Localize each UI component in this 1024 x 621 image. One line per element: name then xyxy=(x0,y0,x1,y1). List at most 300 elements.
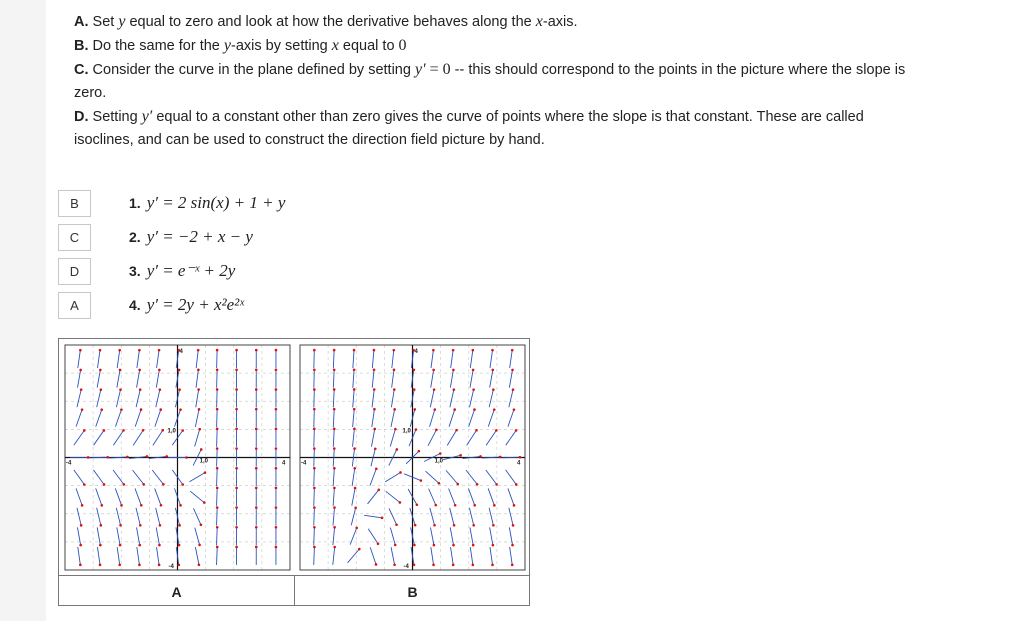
direction-segment xyxy=(113,470,124,484)
direction-segment xyxy=(352,468,355,486)
direction-tip xyxy=(216,506,219,509)
direction-tip xyxy=(373,388,376,391)
direction-segment xyxy=(353,409,355,427)
direction-segment xyxy=(470,370,473,388)
direction-tip xyxy=(452,369,455,372)
direction-tip xyxy=(333,368,336,371)
direction-tip xyxy=(275,447,278,450)
direction-segment xyxy=(133,470,144,484)
direction-segment xyxy=(469,410,475,427)
direction-segment xyxy=(490,527,493,545)
hint-letter: B. xyxy=(74,38,89,54)
direction-tip xyxy=(511,544,514,547)
axis-tick-label: 1,0 xyxy=(434,458,443,465)
direction-segment xyxy=(490,350,493,368)
plot-label-row xyxy=(59,575,529,606)
direction-tip xyxy=(216,349,219,352)
hint-fragment: equal to a constant other than zero gives the curve of points where the slope is that constant. These are called xyxy=(152,109,864,125)
direction-tip xyxy=(87,456,90,459)
direction-tip xyxy=(255,388,258,391)
direction-tip xyxy=(472,388,475,391)
direction-segment xyxy=(429,489,436,506)
direction-tip xyxy=(495,429,498,432)
direction-tip xyxy=(353,408,356,411)
direction-tip xyxy=(203,501,206,504)
direction-tip xyxy=(159,524,162,527)
hint-fragment: Setting xyxy=(88,109,142,125)
direction-tip xyxy=(432,369,435,372)
hint-fragment: -axis. xyxy=(542,14,578,30)
hint-line-5 xyxy=(74,105,1019,129)
direction-segment xyxy=(506,430,516,445)
hint-fragment: 0 xyxy=(398,37,407,54)
direction-tip xyxy=(313,467,316,470)
direction-segment xyxy=(217,409,218,427)
direction-tip xyxy=(333,428,336,431)
direction-segment xyxy=(431,370,434,388)
direction-segment xyxy=(217,468,218,486)
direction-segment xyxy=(314,449,315,467)
direction-tip xyxy=(120,408,123,411)
direction-tip xyxy=(355,527,358,530)
direction-tip xyxy=(235,428,238,431)
direction-tip xyxy=(515,429,518,432)
direction-segment xyxy=(217,527,218,545)
direction-tip xyxy=(472,349,475,352)
direction-segment xyxy=(489,508,493,525)
direction-segment xyxy=(77,370,80,388)
direction-tip xyxy=(158,349,161,352)
direction-segment xyxy=(116,508,120,525)
hint-fragment: y′ xyxy=(414,61,426,78)
direction-segment xyxy=(486,430,496,445)
hint-fragment: y′ xyxy=(141,108,153,125)
direction-tip xyxy=(79,349,82,352)
direction-tip xyxy=(275,349,278,352)
direction-tip xyxy=(519,456,522,459)
direction-segment xyxy=(450,370,453,388)
direction-tip xyxy=(492,524,495,527)
direction-segment xyxy=(217,508,218,526)
direction-tip xyxy=(119,388,122,391)
direction-segment xyxy=(137,350,140,368)
direction-segment xyxy=(372,429,375,447)
direction-segment xyxy=(155,488,161,505)
direction-tip xyxy=(138,349,141,352)
direction-segment xyxy=(156,390,160,408)
direction-tip xyxy=(79,369,82,372)
direction-tip xyxy=(394,544,397,547)
direction-segment xyxy=(193,508,200,524)
direction-tip xyxy=(375,467,378,470)
direction-tip xyxy=(200,523,203,526)
axis-tick-label: -4 xyxy=(66,460,72,467)
direction-tip xyxy=(235,368,238,371)
direction-tip xyxy=(255,526,258,529)
direction-tip xyxy=(433,524,436,527)
direction-tip xyxy=(197,349,200,352)
direction-tip xyxy=(99,544,102,547)
axis-tick-label: -4 xyxy=(403,564,409,570)
direction-tip xyxy=(313,428,316,431)
direction-tip xyxy=(216,388,219,391)
hint-fragment: = 0 xyxy=(425,61,451,78)
direction-tip xyxy=(454,504,457,507)
direction-tip xyxy=(475,429,478,432)
hint-letter: D. xyxy=(74,109,89,125)
direction-segment xyxy=(77,527,80,545)
direction-segment xyxy=(470,350,473,368)
direction-segment xyxy=(391,409,395,427)
direction-tip xyxy=(255,447,258,450)
direction-segment xyxy=(190,491,204,502)
direction-segment xyxy=(451,547,454,565)
direction-tip xyxy=(432,564,435,567)
direction-tip xyxy=(459,454,462,457)
direction-tip xyxy=(313,487,316,490)
direction-segment xyxy=(509,508,513,526)
direction-tip xyxy=(100,408,103,411)
direction-tip xyxy=(146,455,149,458)
direction-tip xyxy=(235,506,238,509)
hint-fragment: isoclines, and can be used to construct the direction field picture by hand. xyxy=(74,132,545,148)
axis-tick-label: -4 xyxy=(168,564,174,570)
direction-tip xyxy=(313,349,316,352)
direction-segment xyxy=(490,547,493,565)
direction-segment xyxy=(364,515,382,518)
direction-tip xyxy=(472,524,475,527)
direction-tip xyxy=(373,349,376,352)
direction-segment xyxy=(353,389,354,407)
direction-segment xyxy=(217,449,218,467)
direction-tip xyxy=(313,546,316,549)
direction-field-table xyxy=(58,338,530,606)
direction-segment xyxy=(314,488,315,506)
direction-segment xyxy=(431,350,433,368)
direction-segment xyxy=(372,370,374,388)
direction-tip xyxy=(499,456,502,459)
direction-segment xyxy=(430,390,434,408)
hint-line-2 xyxy=(74,34,1019,58)
direction-tip xyxy=(413,564,416,567)
direction-segment xyxy=(430,527,433,545)
direction-segment xyxy=(370,469,376,486)
direction-segment xyxy=(133,430,143,445)
direction-tip xyxy=(178,524,181,527)
direction-tip xyxy=(393,369,396,372)
direction-tip xyxy=(140,504,143,507)
direction-segment xyxy=(115,410,121,427)
direction-tip xyxy=(79,544,82,547)
direction-segment xyxy=(447,430,456,445)
direction-tip xyxy=(275,526,278,529)
direction-tip xyxy=(393,563,396,566)
direction-tip xyxy=(216,447,219,450)
direction-segment xyxy=(510,547,513,565)
direction-segment xyxy=(94,430,104,445)
direction-segment xyxy=(196,390,199,408)
direction-segment xyxy=(333,527,335,545)
direction-segment xyxy=(137,370,140,388)
direction-segment xyxy=(431,547,434,565)
direction-segment xyxy=(391,390,394,408)
direction-segment xyxy=(392,350,394,368)
direction-tip xyxy=(81,408,84,411)
direction-segment xyxy=(195,409,199,427)
direction-tip xyxy=(393,388,396,391)
direction-tip xyxy=(255,487,258,490)
direction-segment xyxy=(470,547,473,565)
direction-tip xyxy=(198,408,201,411)
direction-tip xyxy=(177,564,180,567)
direction-segment xyxy=(136,508,140,525)
direction-segment xyxy=(352,488,355,506)
direction-tip xyxy=(216,408,219,411)
direction-segment xyxy=(116,390,120,408)
direction-tip xyxy=(235,467,238,470)
direction-tip xyxy=(216,487,219,490)
direction-field-plot-b xyxy=(296,341,529,574)
direction-segment xyxy=(389,508,396,524)
hint-line-4 xyxy=(74,82,1019,105)
hint-fragment: -axis by setting xyxy=(231,38,332,54)
direction-tip xyxy=(434,504,437,507)
direction-segment xyxy=(353,350,354,368)
direction-tip xyxy=(433,544,436,547)
direction-tip xyxy=(119,369,122,372)
direction-segment xyxy=(78,350,81,368)
axis-tick-label: 1,0 xyxy=(402,428,411,435)
direction-tip xyxy=(119,524,122,527)
direction-tip xyxy=(255,506,258,509)
direction-segment xyxy=(156,508,160,525)
direction-segment xyxy=(97,527,100,545)
direction-tip xyxy=(476,483,479,486)
direction-tip xyxy=(354,507,357,510)
direction-tip xyxy=(393,408,396,411)
direction-tip xyxy=(138,369,141,372)
direction-tip xyxy=(100,524,103,527)
direction-segment xyxy=(426,471,439,483)
direction-segment xyxy=(450,508,454,525)
direction-segment xyxy=(96,410,102,427)
direction-tip xyxy=(381,517,384,520)
direction-segment xyxy=(152,470,163,484)
direction-tip xyxy=(333,467,336,470)
direction-tip xyxy=(432,349,435,352)
direction-segment xyxy=(195,429,200,446)
direction-segment xyxy=(76,488,82,505)
answer-select-4[interactable]: A xyxy=(58,292,91,319)
direction-tip xyxy=(275,408,278,411)
direction-tip xyxy=(275,487,278,490)
direction-segment xyxy=(470,390,474,408)
direction-segment xyxy=(333,370,334,388)
direction-segment xyxy=(333,429,334,447)
direction-segment xyxy=(508,410,514,427)
direction-segment xyxy=(470,527,473,545)
direction-tip xyxy=(204,471,207,474)
direction-tip xyxy=(179,408,182,411)
direction-segment xyxy=(195,528,200,545)
direction-tip xyxy=(313,506,316,509)
answer-select-1[interactable]: B xyxy=(58,190,91,217)
direction-tip xyxy=(512,524,515,527)
direction-tip xyxy=(198,428,201,431)
direction-tip xyxy=(452,349,455,352)
plot-label-a: A xyxy=(171,584,182,600)
direction-tip xyxy=(158,564,161,567)
direction-tip xyxy=(83,483,86,486)
direction-tip xyxy=(333,487,336,490)
direction-tip xyxy=(165,455,168,458)
direction-segment xyxy=(78,547,81,565)
direction-tip xyxy=(353,428,356,431)
direction-tip xyxy=(413,369,416,372)
direction-tip xyxy=(158,544,161,547)
direction-segment xyxy=(368,490,379,504)
direction-tip xyxy=(197,388,200,391)
direction-tip xyxy=(142,429,145,432)
direction-tip xyxy=(179,504,182,507)
axis-tick-label: 4 xyxy=(282,460,286,467)
direction-field-plot-a xyxy=(61,341,294,574)
direction-segment xyxy=(77,508,81,526)
direction-segment xyxy=(115,488,121,505)
hint-line-6 xyxy=(74,129,1019,152)
direction-tip xyxy=(414,524,417,527)
direction-segment xyxy=(509,390,513,408)
direction-segment xyxy=(314,409,315,427)
direction-segment xyxy=(117,350,120,368)
axis-tick-label: 4 xyxy=(414,349,418,355)
direction-segment xyxy=(117,370,120,388)
direction-segment xyxy=(451,350,453,368)
axis-tick-label: 1,0 xyxy=(199,458,208,465)
hint-fragment: zero. xyxy=(74,85,107,101)
direction-tip xyxy=(415,428,418,431)
direction-tip xyxy=(80,388,83,391)
answer-select-2[interactable]: C xyxy=(58,224,91,251)
direction-segment xyxy=(314,508,315,526)
direction-segment xyxy=(137,527,140,545)
direction-tip xyxy=(198,544,201,547)
direction-segment xyxy=(333,547,335,565)
direction-tip xyxy=(126,456,129,459)
direction-segment xyxy=(450,527,453,545)
direction-tip xyxy=(473,504,476,507)
direction-tip xyxy=(255,428,258,431)
direction-tip xyxy=(235,546,238,549)
direction-tip xyxy=(185,456,188,459)
direction-segment xyxy=(153,430,163,445)
hint-fragment: equal to zero and look at how the derivative behaves along the xyxy=(125,14,536,30)
direction-tip xyxy=(394,428,397,431)
direction-segment xyxy=(135,410,141,427)
direction-tip xyxy=(515,483,518,486)
direction-tip xyxy=(456,483,459,486)
direction-tip xyxy=(413,408,416,411)
direction-segment xyxy=(348,549,360,563)
direction-tip xyxy=(216,526,219,529)
hint-letter: A. xyxy=(74,14,89,30)
direction-tip xyxy=(511,369,514,372)
direction-tip xyxy=(235,408,238,411)
direction-segment xyxy=(156,370,159,388)
direction-segment xyxy=(77,390,81,408)
direction-tip xyxy=(353,349,356,352)
direction-segment xyxy=(390,429,395,446)
direction-segment xyxy=(446,470,458,484)
direction-tip xyxy=(353,388,356,391)
direction-tip xyxy=(197,369,200,372)
hint-fragment: x xyxy=(331,37,339,54)
hint-fragment: y xyxy=(118,13,126,30)
direction-tip xyxy=(493,504,496,507)
direction-segment xyxy=(509,527,512,545)
direction-tip xyxy=(418,450,421,453)
hint-fragment: Do the same for the xyxy=(88,38,224,54)
direction-tip xyxy=(142,483,145,486)
direction-tip xyxy=(275,467,278,470)
direction-segment xyxy=(392,370,394,388)
direction-tip xyxy=(492,544,495,547)
direction-segment xyxy=(314,527,315,545)
direction-tip xyxy=(255,546,258,549)
direction-segment xyxy=(506,470,517,485)
direction-tip xyxy=(235,487,238,490)
direction-segment xyxy=(93,470,104,485)
direction-tip xyxy=(275,546,278,549)
direction-tip xyxy=(479,455,482,458)
direction-tip xyxy=(140,408,143,411)
direction-tip xyxy=(139,524,142,527)
equation-1: 1. y′ = 2 sin(x) + 1 + y xyxy=(129,193,286,212)
direction-tip xyxy=(413,388,416,391)
hint-fragment: x xyxy=(535,13,543,30)
direction-tip xyxy=(453,524,456,527)
axis-tick-label: 4 xyxy=(179,349,183,355)
direction-segment xyxy=(97,350,100,368)
direction-tip xyxy=(492,388,495,391)
direction-segment xyxy=(333,350,334,368)
direction-tip xyxy=(275,368,278,371)
direction-segment xyxy=(351,508,355,525)
direction-segment xyxy=(217,547,218,565)
direction-segment xyxy=(467,430,477,445)
hint-line-1 xyxy=(74,10,1019,34)
direction-segment xyxy=(372,390,374,408)
direction-tip xyxy=(353,447,356,450)
direction-segment xyxy=(96,488,102,505)
direction-segment xyxy=(488,488,494,505)
answer-select-3[interactable]: D xyxy=(58,258,91,285)
direction-segment xyxy=(333,468,334,486)
direction-segment xyxy=(370,547,376,564)
direction-tip xyxy=(354,487,357,490)
hint-fragment: equal to xyxy=(338,38,399,54)
hint-line-3 xyxy=(74,58,1019,82)
direction-segment xyxy=(486,470,497,484)
direction-tip xyxy=(138,544,141,547)
direction-tip xyxy=(216,546,219,549)
direction-tip xyxy=(313,368,316,371)
direction-tip xyxy=(333,526,336,529)
direction-tip xyxy=(333,506,336,509)
direction-tip xyxy=(255,408,258,411)
direction-tip xyxy=(472,369,475,372)
equation-2: 2. y′ = −2 + x − y xyxy=(129,227,253,246)
